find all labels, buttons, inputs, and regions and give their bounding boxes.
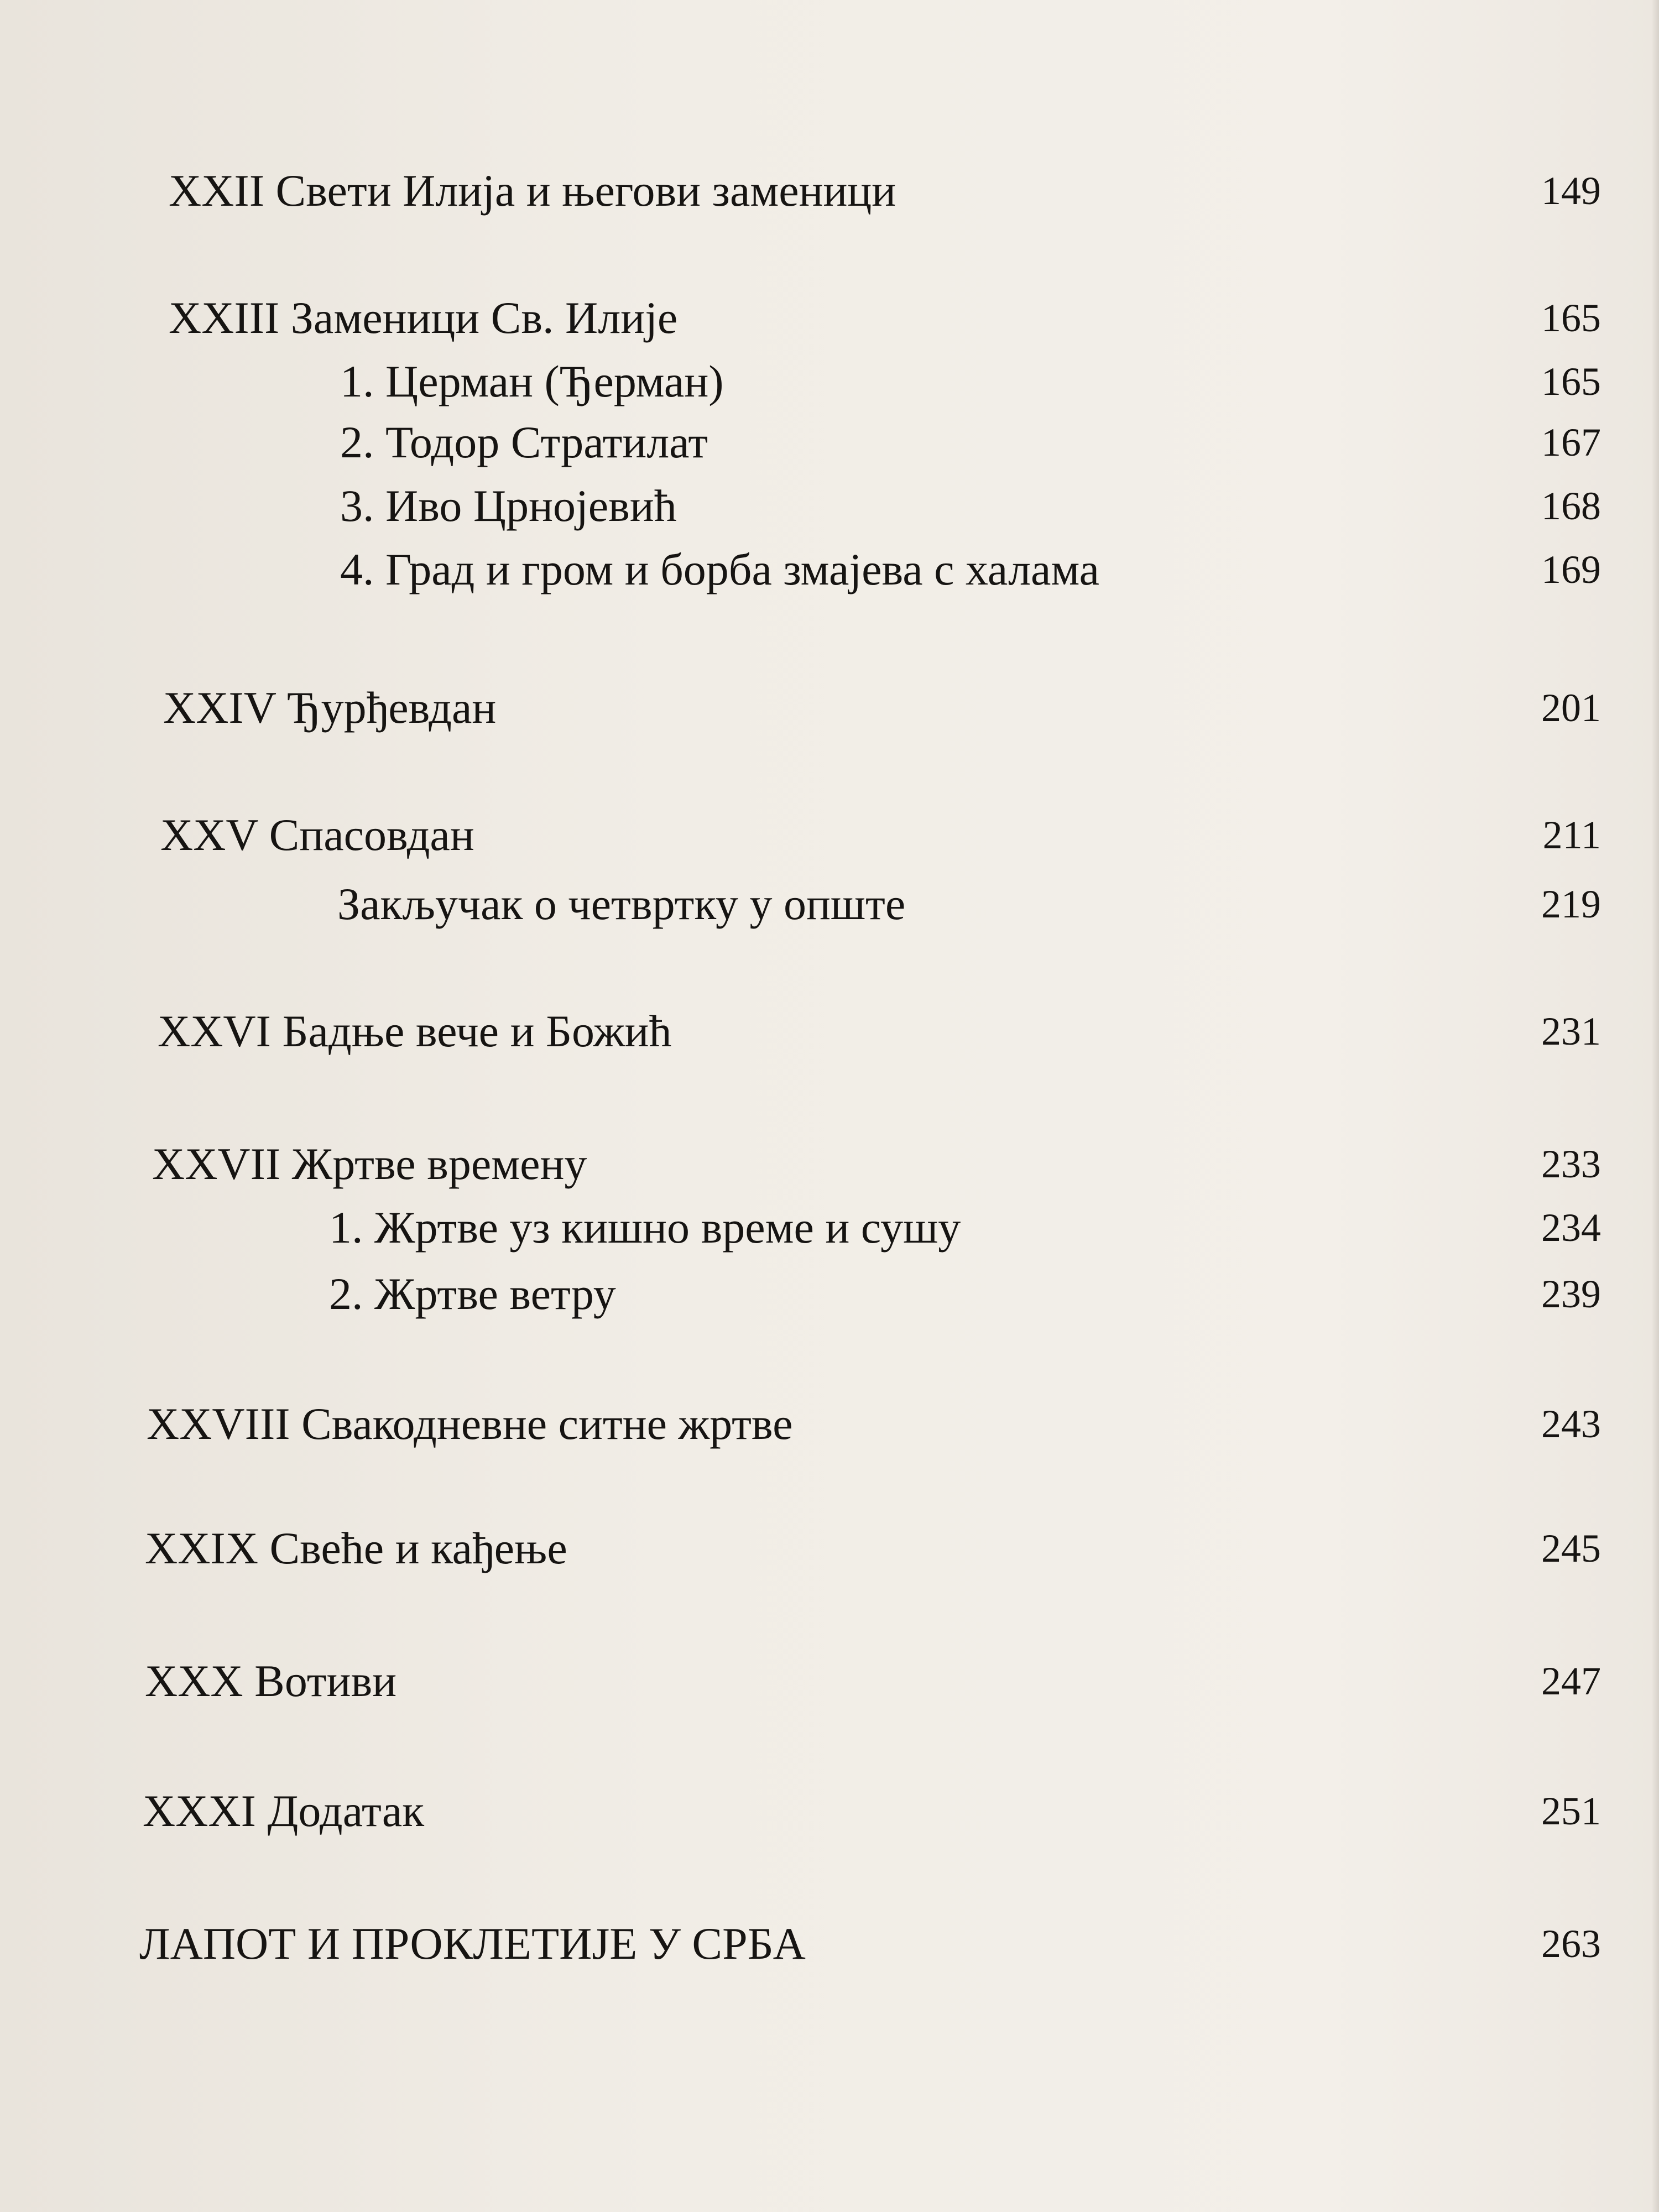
toc-subentry-page: 167 [1541, 420, 1601, 465]
toc-entry [0, 1518, 1601, 1579]
toc-subentry-page: 165 [1541, 359, 1601, 404]
toc-entry-page: 149 [1541, 169, 1601, 213]
toc-entry [0, 1651, 1601, 1712]
toc-entry [0, 288, 1601, 348]
toc-subentry [0, 351, 1601, 412]
toc-subentry-title: 2. Жртве ветру [329, 1269, 616, 1319]
toc-entry-page: 251 [1541, 1789, 1601, 1833]
toc-entry [0, 677, 1601, 738]
toc-entry-page: 231 [1541, 1009, 1601, 1053]
toc-subentry-page: 239 [1541, 1272, 1601, 1316]
toc-subentry [0, 476, 1601, 536]
toc-subentry [0, 1197, 1601, 1258]
toc-entry-title: XXVIII Свакодневне ситне жртве [147, 1399, 793, 1449]
toc-subentry-page: 168 [1541, 484, 1601, 528]
toc-entry-title: XXV Спасовдан [160, 810, 474, 860]
page-edge-shadow [1651, 0, 1659, 2212]
toc-entry [0, 1394, 1601, 1454]
toc-entry-title: ЛАПОТ И ПРОКЛЕТИЈЕ У СРБА [139, 1918, 806, 1969]
toc-entry-page: 243 [1541, 1402, 1601, 1446]
toc-entry-title: XXIV Ђурђевдан [163, 682, 497, 733]
toc-entry-title: XXIII Заменици Св. Илије [169, 293, 678, 343]
toc-subentry-page: 169 [1541, 547, 1601, 592]
toc-entry-title: XXX Вотиви [145, 1656, 397, 1706]
toc-subentry-title: 4. Град и гром и борба змајева с халама [340, 544, 1100, 594]
toc-entry-page: 211 [1542, 813, 1601, 857]
toc-subentry-title: 1. Жртве уз кишно време и сушу [329, 1202, 961, 1253]
toc-entry [0, 160, 1601, 221]
toc-entry-page: 165 [1541, 296, 1601, 340]
toc-entry-title: XXVII Жртве времену [152, 1139, 587, 1189]
toc-subentry-page: 219 [1541, 882, 1601, 926]
toc-entry-title: XXVI Бадње вече и Божић [158, 1006, 672, 1056]
toc-entry [0, 1781, 1601, 1841]
toc-entry [0, 1134, 1601, 1194]
toc-entry-page: 233 [1541, 1142, 1601, 1186]
toc-entry-page: 247 [1541, 1659, 1601, 1703]
toc-subentry-title: 3. Иво Црнојевић [340, 481, 677, 531]
toc-subentry-title: 2. Тодор Стратилат [340, 417, 708, 467]
toc-subentry-page: 234 [1541, 1206, 1601, 1250]
toc-entry-page: 263 [1541, 1922, 1601, 1966]
toc-entry-page: 201 [1541, 686, 1601, 730]
toc-entry-page: 245 [1541, 1526, 1601, 1571]
toc-entry [0, 805, 1601, 865]
toc-subentry-title: 1. Церман (Ђерман) [340, 356, 724, 406]
toc-entry [0, 1913, 1601, 1974]
toc-entry [0, 1001, 1601, 1062]
toc-subentry [0, 1264, 1601, 1324]
toc-subentry-title: Закључак о четвртку у опште [337, 879, 906, 929]
toc-entry-title: XXXI Додатак [143, 1786, 425, 1836]
toc-entry-title: XXIX Свеће и кађење [145, 1523, 567, 1573]
toc-entry-title: XXII Свети Илија и његови заменици [169, 165, 896, 216]
toc-subentry [0, 539, 1601, 600]
toc-subentry [0, 874, 1601, 935]
toc-subentry [0, 412, 1601, 473]
